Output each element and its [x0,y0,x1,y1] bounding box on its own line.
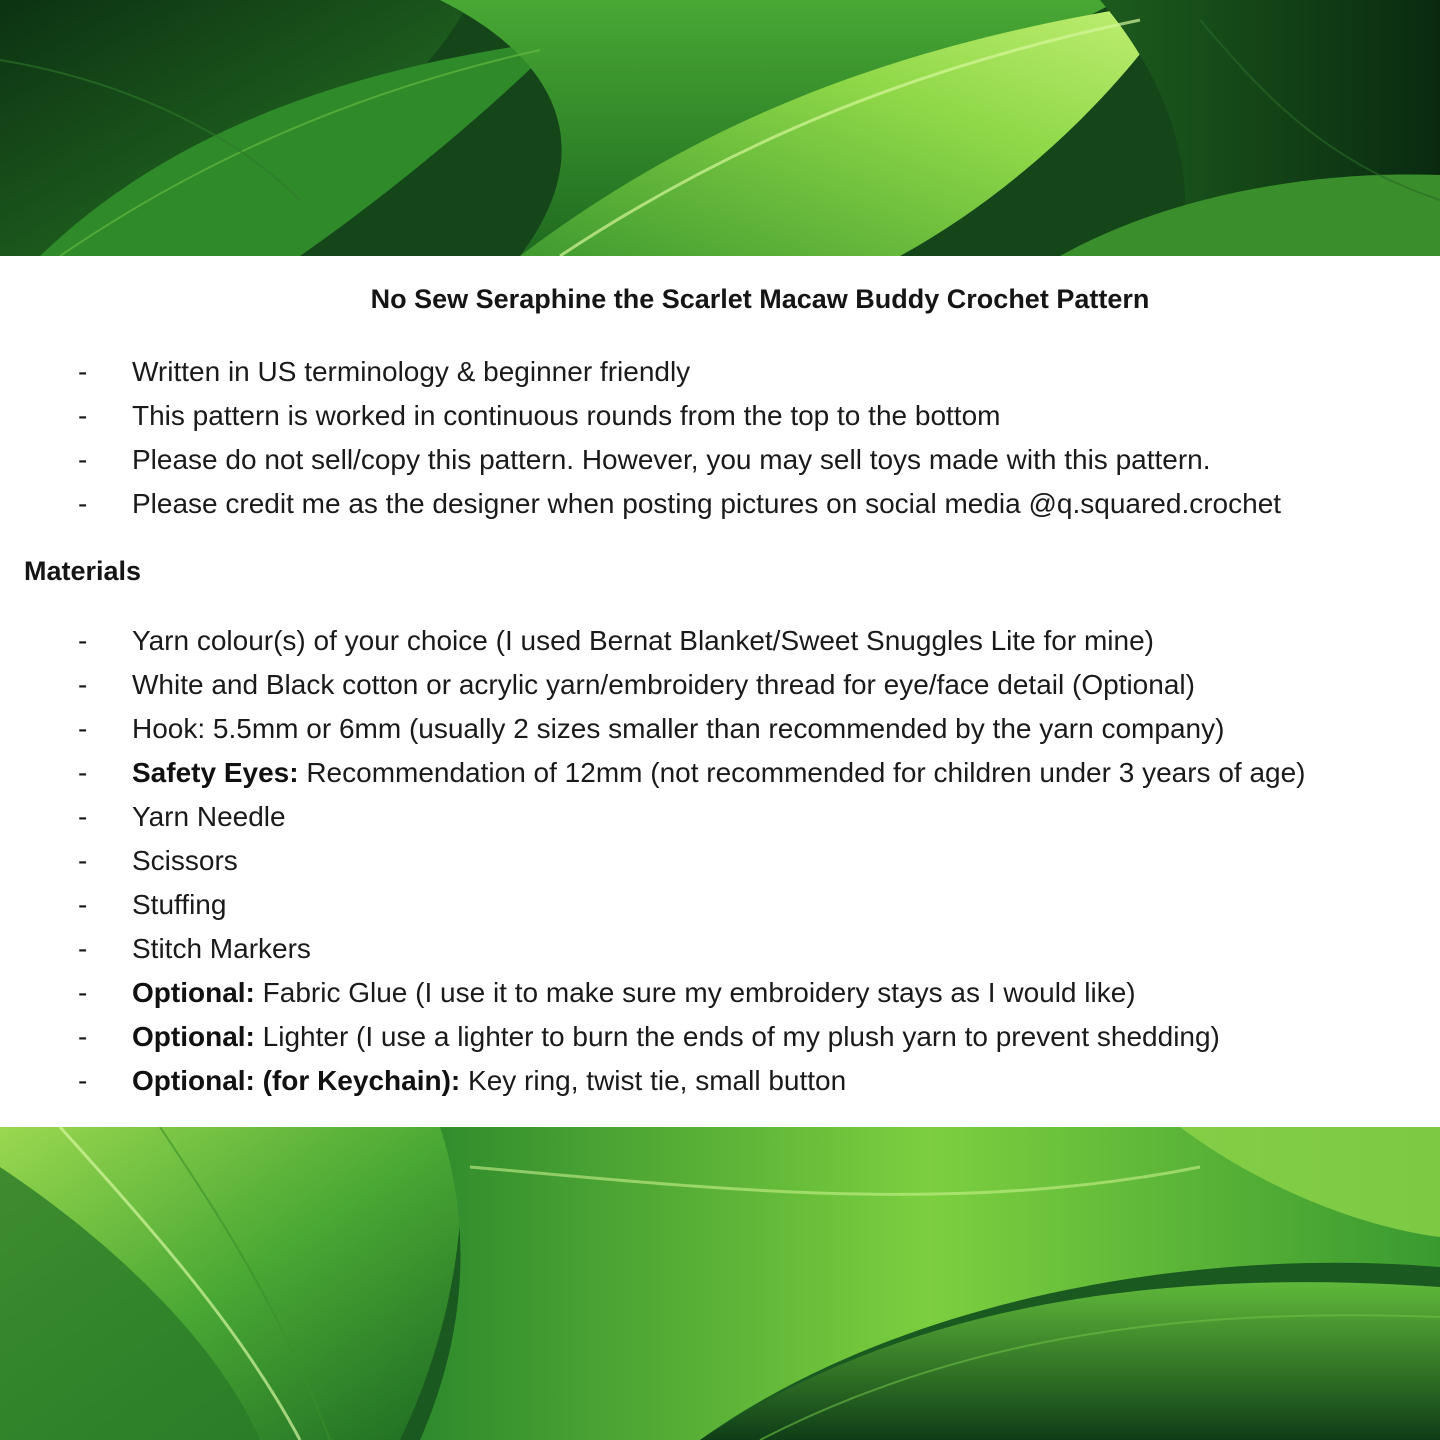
list-item [0,1059,1440,1103]
list-item-text: This pattern is worked in continuous rounds from the top to the bottom [132,400,1001,431]
list-item-text: Yarn Needle [132,801,286,832]
list-item-text: Optional: (for Keychain): Key ring, twist tie, small button [132,1065,847,1096]
bullet-dash: - [78,400,88,431]
bullet-dash: - [78,356,88,387]
list-item-text: Please do not sell/copy this pattern. However, you may sell toys made with this pattern. [132,444,1211,475]
list-item [0,1015,1440,1059]
list-item-bold-label: Optional: [132,977,255,1008]
list-item [0,438,1440,482]
bullet-dash: - [78,1021,88,1052]
list-item [0,751,1440,795]
list-item [0,927,1440,971]
list-item-text: Written in US terminology & beginner friendly [132,356,691,387]
bullet-dash: - [78,889,88,920]
bullet-dash: - [78,845,88,876]
list-item [0,350,1440,394]
list-item-text: Please credit me as the designer when posting pictures on social media @q.squared.crochet [132,488,1282,519]
list-item-bold-label: Safety Eyes: [132,757,299,788]
bullet-dash: - [78,713,88,744]
list-item-bold-label: Optional: [132,1021,255,1052]
leaf-photo-bottom [0,1127,1440,1440]
list-item-text: Scissors [132,845,238,876]
list-item [0,839,1440,883]
list-item [0,663,1440,707]
bullet-dash: - [78,933,88,964]
bullet-dash: - [78,669,88,700]
list-item-text: Stuffing [132,889,227,920]
materials-heading: Materials [24,556,142,586]
top-leaf-background [0,0,1440,256]
bullet-dash: - [78,801,88,832]
leaf-photo-top [0,0,1440,256]
bullet-dash: - [78,1065,88,1096]
list-item-text: Hook: 5.5mm or 6mm (usually 2 sizes smaller than recommended by the yarn company) [132,713,1225,744]
intro-list [0,350,1440,526]
list-item [0,394,1440,438]
bullet-dash: - [78,444,88,475]
bullet-dash: - [78,757,88,788]
document-title [0,284,1440,315]
list-item [0,482,1440,526]
list-item-text: White and Black cotton or acrylic yarn/embroidery thread for eye/face detail (Optional) [132,669,1195,700]
document-title-text: No Sew Seraphine the Scarlet Macaw Buddy Crochet Pattern [370,284,1150,314]
list-item [0,707,1440,751]
bullet-dash: - [78,977,88,1008]
list-item-text: Optional: Fabric Glue (I use it to make sure my embroidery stays as I would like) [132,977,1136,1008]
bullet-dash: - [78,488,88,519]
list-item [0,971,1440,1015]
list-item-text: Yarn colour(s) of your choice (I used Bernat Blanket/Sweet Snuggles Lite for mine) [132,625,1154,656]
list-item [0,619,1440,663]
bottom-leaf-background [0,1127,1440,1440]
list-item [0,795,1440,839]
list-item-text: Stitch Markers [132,933,311,964]
list-item [0,883,1440,927]
list-item-text: Optional: Lighter (I use a lighter to burn the ends of my plush yarn to prevent shedding) [132,1021,1220,1052]
list-item-bold-label: Optional: (for Keychain): [132,1065,461,1096]
materials-list [0,619,1440,1103]
list-item-text: Safety Eyes: Recommendation of 12mm (not recommended for children under 3 years of age) [132,757,1306,788]
bullet-dash: - [78,625,88,656]
